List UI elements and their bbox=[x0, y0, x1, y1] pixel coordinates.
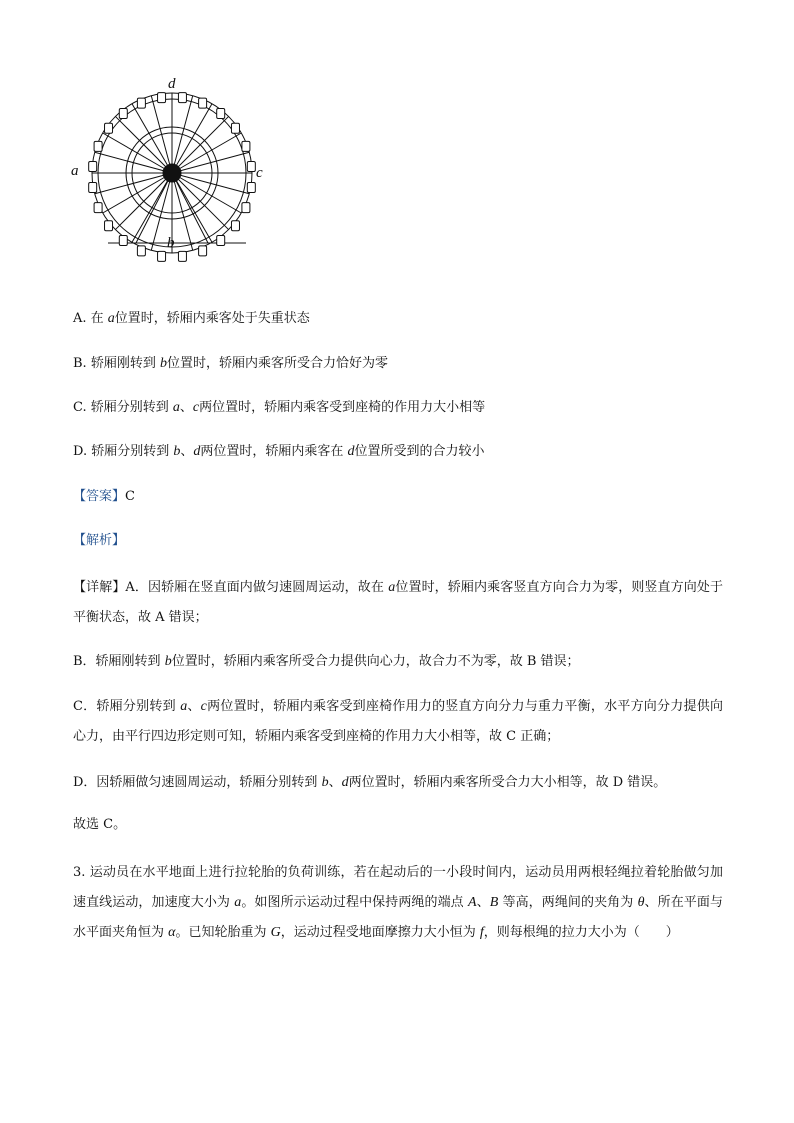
conclusion: 故选 C。 bbox=[73, 817, 127, 832]
cabin bbox=[137, 98, 145, 108]
hub bbox=[163, 164, 181, 182]
option-d: D. 轿厢分别转到 b、d两位置时，轿厢内乘客在 d位置所受到的合力较小 bbox=[73, 444, 485, 459]
cabin bbox=[94, 203, 102, 213]
spoke bbox=[172, 152, 249, 173]
cabin bbox=[158, 93, 166, 103]
spoke bbox=[172, 96, 193, 173]
cabin bbox=[105, 221, 113, 231]
cabin bbox=[242, 203, 250, 213]
cabin bbox=[217, 235, 225, 245]
option-b: B. 轿厢刚转到 b位置时，轿厢内乘客所受合力恰好为零 bbox=[73, 356, 388, 371]
ferris-wheel-figure bbox=[70, 72, 263, 251]
detail-b: B．轿厢刚转到 b位置时，轿厢内乘客所受合力提供向心力，故合力不为零，故 B 错误； bbox=[73, 654, 580, 669]
cabin bbox=[89, 162, 97, 172]
answer-label: 【答案】 bbox=[73, 489, 126, 504]
cabin bbox=[94, 141, 102, 151]
label-c: c bbox=[256, 165, 263, 181]
cabin bbox=[89, 182, 97, 192]
analysis-heading bbox=[73, 531, 125, 551]
cabin bbox=[178, 93, 186, 103]
cabin bbox=[231, 123, 239, 133]
cabin bbox=[119, 235, 127, 245]
detail-c: C．轿厢分别转到 a、c两位置时，轿厢内乘客受到座椅作用力的竖直方向分力与重力平衡，水平方向分力提供向心力，由平行四边形定则可知，轿厢内乘客受到座椅的作用力大小相等，故 C 正确； bbox=[73, 699, 723, 744]
question-3: 3. 运动员在水平地面上进行拉轮胎的负荷训练，若在起动后的一小段时间内，运动员用两根轻绳拉着轮胎做匀加速直线运动，加速度大小为 a。如图所示运动过程中保持两绳的端点 A、B 等高，两绳间的夹角为 θ、所在平面与水平面夹角恒为 α。已知轮胎重为 G，运动过程受地面摩擦力大小恒为 f，则每根绳的拉力大小为（ ） bbox=[73, 865, 723, 940]
spoke bbox=[95, 152, 172, 173]
analysis-label: 【解析】 bbox=[73, 533, 126, 548]
detail-d: D．因轿厢做匀速圆周运动，轿厢分别转到 b、d两位置时，轿厢内乘客所受合力大小相等，故 D 错误。 bbox=[73, 775, 667, 790]
label-d: d bbox=[168, 76, 176, 92]
answer-line bbox=[73, 487, 135, 507]
cabin bbox=[119, 109, 127, 119]
cabin bbox=[105, 123, 113, 133]
cabin bbox=[242, 141, 250, 151]
cabin bbox=[199, 98, 207, 108]
label-b: b bbox=[167, 235, 175, 251]
cabin bbox=[247, 182, 255, 192]
spoke bbox=[151, 96, 172, 173]
cabin bbox=[178, 251, 186, 261]
cabin bbox=[158, 251, 166, 261]
cabin bbox=[231, 221, 239, 231]
cabin bbox=[199, 246, 207, 256]
spoke bbox=[172, 173, 193, 250]
option-c: C. 轿厢分别转到 a、c两位置时，轿厢内乘客受到座椅的作用力大小相等 bbox=[73, 400, 486, 415]
cabin bbox=[217, 109, 225, 119]
option-a: A. 在 a位置时，轿厢内乘客处于失重状态 bbox=[73, 311, 310, 326]
cabin bbox=[137, 246, 145, 256]
detail-a: 【详解】A．因轿厢在竖直面内做匀速圆周运动，故在 a位置时，轿厢内乘客竖直方向合力为零，则竖直方向处于平衡状态，故 A 错误； bbox=[73, 580, 723, 625]
label-a: a bbox=[71, 163, 79, 179]
answer-value: C bbox=[125, 489, 135, 504]
cabin bbox=[247, 162, 255, 172]
spoke bbox=[172, 173, 249, 194]
spoke bbox=[95, 173, 172, 194]
